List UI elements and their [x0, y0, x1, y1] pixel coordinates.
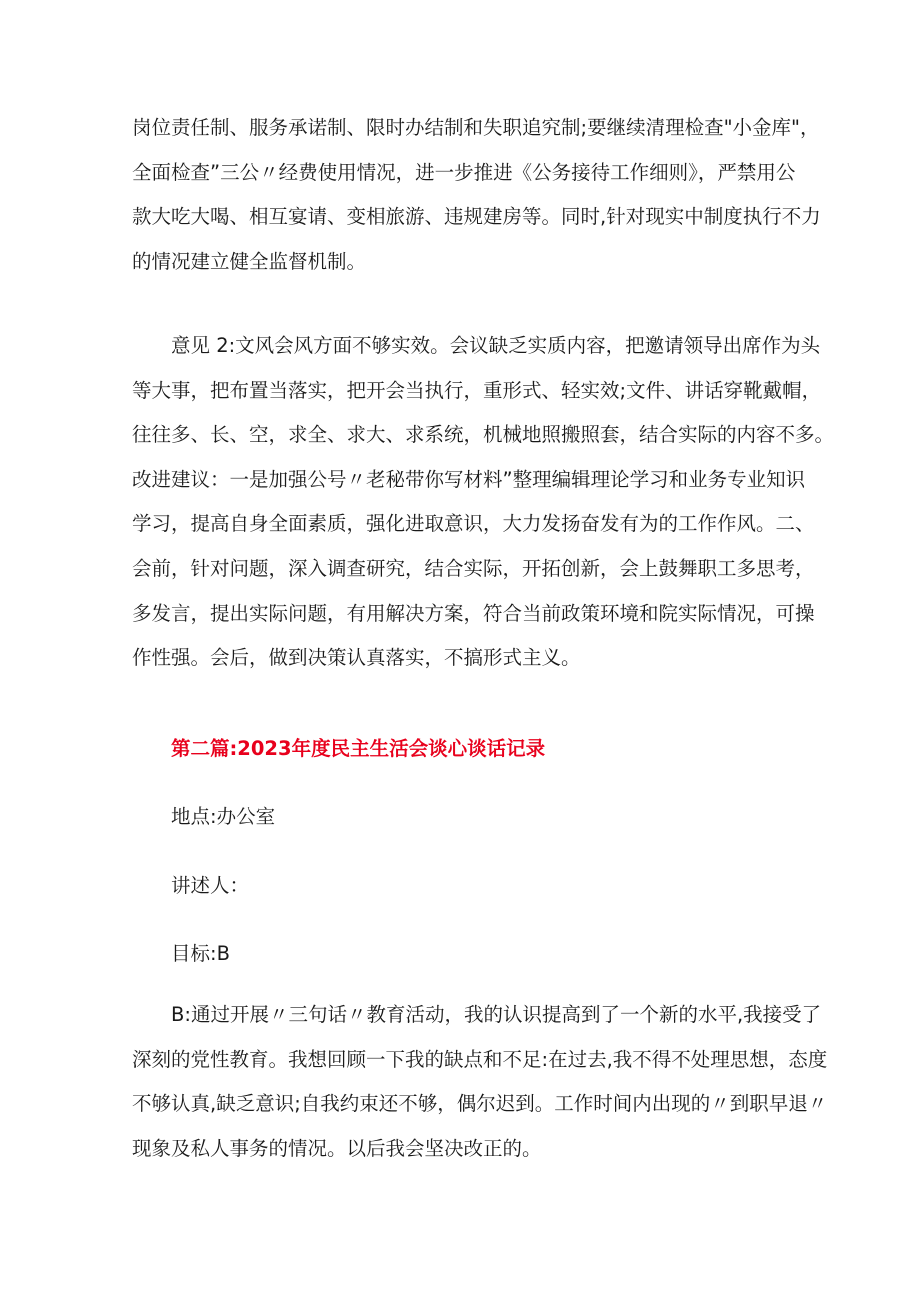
paragraph-line: 款大吃大喝、相互宴请、变相旅游、违规建房等。同时,针对现实中制度执行不力 — [132, 205, 821, 229]
paragraph-line: 不够认真,缺乏意识;自我约束还不够，偶尔迟到。工作时间内出现的〃到职早退〃 — [132, 1092, 828, 1116]
target-field: 目标:B — [171, 942, 230, 965]
paragraph-1 — [132, 106, 821, 284]
paragraph-line: 学习，提高自身全面素质，强化进取意识，大力发扬奋发有为的工作作风。二、 — [132, 512, 815, 536]
paragraph-3 — [132, 993, 828, 1171]
paragraph-line: 作性强。会后，做到决策认真落实，不搞形式主义。 — [132, 646, 581, 670]
paragraph-line: B:通过开展〃三句话〃教育活动，我的认识提高到了一个新的水平,我接受了 — [171, 1003, 822, 1026]
location-field: 地点:办公室 — [171, 805, 276, 828]
paragraph-line: 多发言，提出实际问题，有用解决方案，符合当前政策环境和院实际情况，可操 — [132, 601, 815, 625]
paragraph-2 — [132, 324, 835, 681]
narrator-field: 讲述人： — [171, 874, 250, 897]
paragraph-line: 现象及私人事务的情况。以后我会坚决改正的。 — [132, 1136, 542, 1160]
paragraph-line: 全面检查”三公〃经费使用情况，进一步推进《公务接待工作细则》，严禁用公 — [132, 160, 796, 184]
paragraph-line: 意见 2:文风会风方面不够实效。会议缺乏实质内容，把邀请领导出席作为头 — [171, 334, 821, 357]
paragraph-line: 等大事，把布置当落实，把开会当执行，重形式、轻实效;文件、讲话穿靴戴帽， — [132, 378, 822, 402]
paragraph-line: 往往多、长、空，求全、求大、求系统，机械地照搬照套，结合实际的内容不多。 — [132, 423, 835, 447]
paragraph-line: 岗位责任制、服务承诺制、限时办结制和失职追究制;要继续清理检查"小金库"， — [132, 116, 820, 139]
section-heading: 第二篇:2023年度民主生活会谈心谈话记录 — [171, 737, 546, 760]
paragraph-line: 深刻的党性教育。我想回顾一下我的缺点和不足:在过去,我不得不处理思想，态度 — [132, 1047, 828, 1071]
paragraph-line: 的情况建立健全监督机制。 — [132, 249, 367, 273]
paragraph-line: 改进建议：一是加强公号〃老秘带你写材料”整理编辑理论学习和业务专业知识 — [132, 467, 806, 491]
paragraph-line: 会前，针对问题，深入调查研究，结合实际，开拓创新，会上鼓舞职工多思考， — [132, 556, 815, 580]
